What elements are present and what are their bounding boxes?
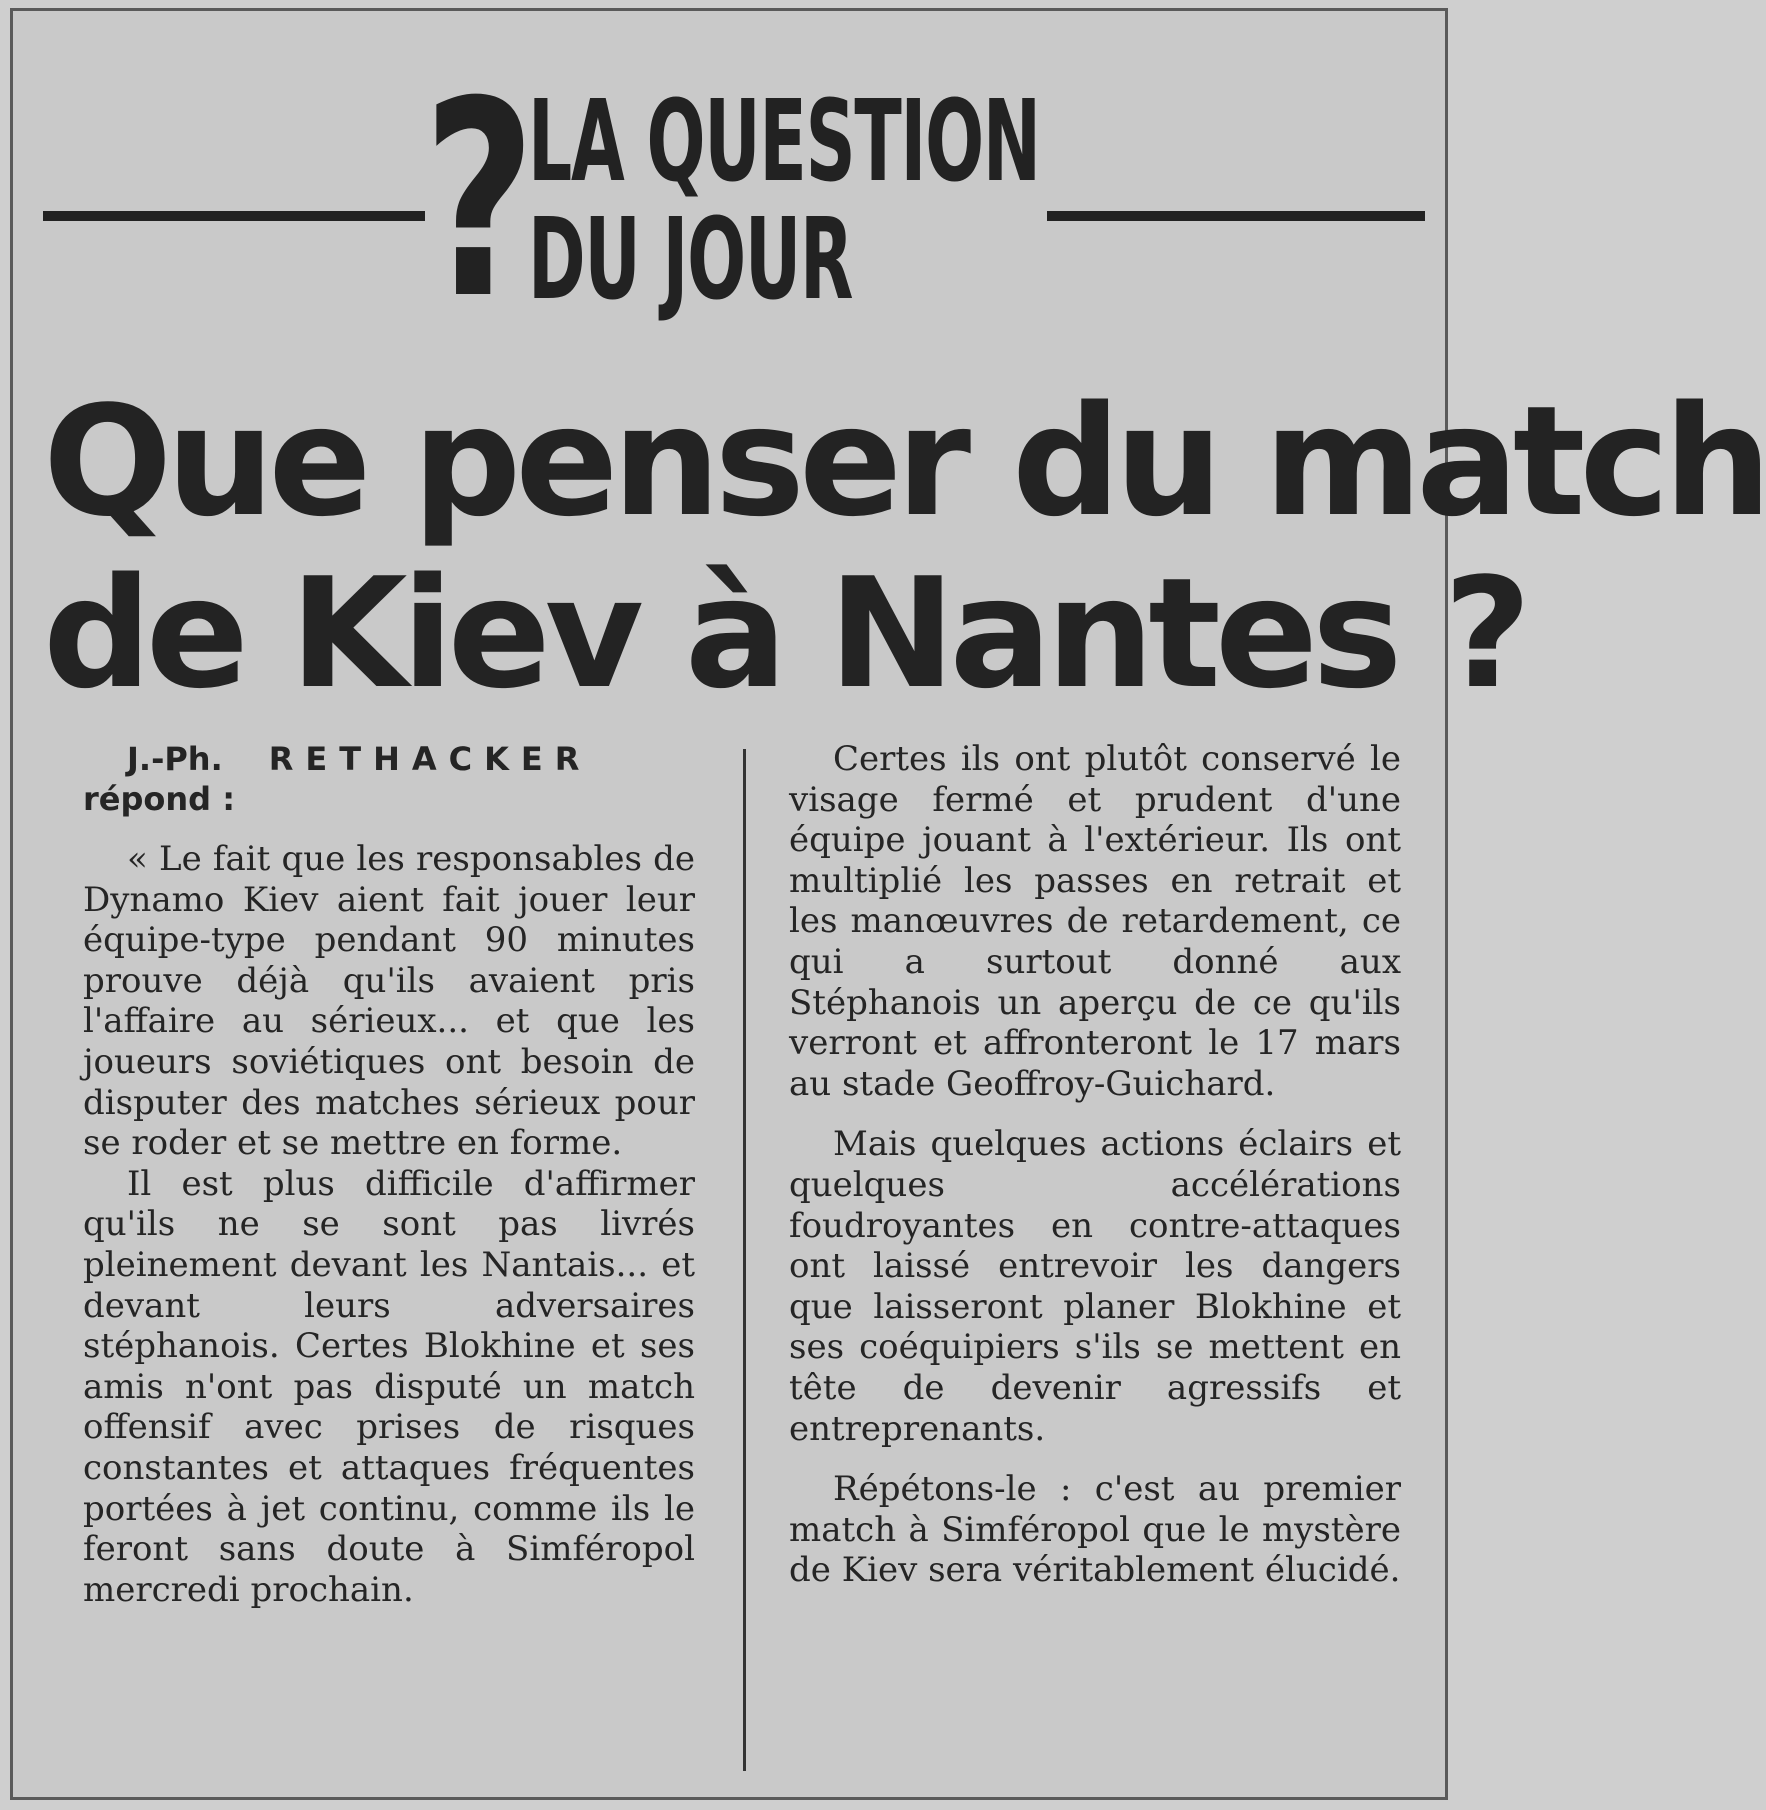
headline-line-2: de Kiev à Nantes ?	[43, 545, 1526, 722]
newspaper-clipping	[10, 8, 1766, 1800]
headline-line-1: Que penser du match	[43, 373, 1766, 550]
byline-initials: J.-Ph.	[127, 740, 223, 778]
section-kicker	[528, 77, 1040, 325]
paragraph: « Le fait que les responsables de Dynamo Kiev aient fait jouer leur équipe-type pendant 90 minutes prouve déjà qu'ils avaient pris l'affaire au sérieux... et que les joueurs soviétiques ont besoin de disputer des matches sérieux pour se roder et se mettre en forme.	[83, 839, 695, 1164]
question-mark: ?	[423, 43, 536, 358]
paragraph: Mais quelques actions éclairs et quelques accélérations foudroyantes en contre-attaques ont laissé entrevoir les dangers que laisseront planer Blokhine et ses coéquipiers s'ils se mettent en tête de devenir agressifs et entreprenants.	[789, 1124, 1401, 1449]
byline-name: RETHACKER	[268, 740, 592, 778]
kicker-rule-right	[1047, 211, 1425, 221]
byline	[83, 739, 695, 819]
kicker-line-1: LA QUESTION	[528, 77, 1040, 207]
paragraph: Certes ils ont plutôt conservé le visage fermé et prudent d'une équipe jouant à l'extérieur. Ils ont multiplié les passes en retrait et les manœuvres de retardement, ce qui a surtout donné aux Stéphanois un aperçu de ce qu'ils verront et affronteront le 17 mars au stade Geoffroy-Guichard.	[789, 739, 1401, 1104]
column-divider	[743, 749, 746, 1771]
byline-verb: répond :	[83, 780, 235, 818]
headline	[43, 373, 1766, 722]
right-column	[789, 739, 1401, 1591]
left-column	[83, 739, 695, 1610]
kicker-line-2: DU JOUR	[528, 195, 853, 325]
paragraph: Répétons-le : c'est au premier match à Simféropol que le mystère de Kiev sera véritablement élucidé.	[789, 1469, 1401, 1591]
paragraph: Il est plus difficile d'affirmer qu'ils ne se sont pas livrés pleinement devant les Nantais... et devant leurs adversaires stéphanois. Certes Blokhine et ses amis n'ont pas disputé un match offensif avec prises de risques constantes et attaques fréquentes portées à jet continu, comme ils le feront sans doute à Simféropol mercredi prochain.	[83, 1163, 695, 1610]
kicker-rule-left	[43, 211, 425, 221]
